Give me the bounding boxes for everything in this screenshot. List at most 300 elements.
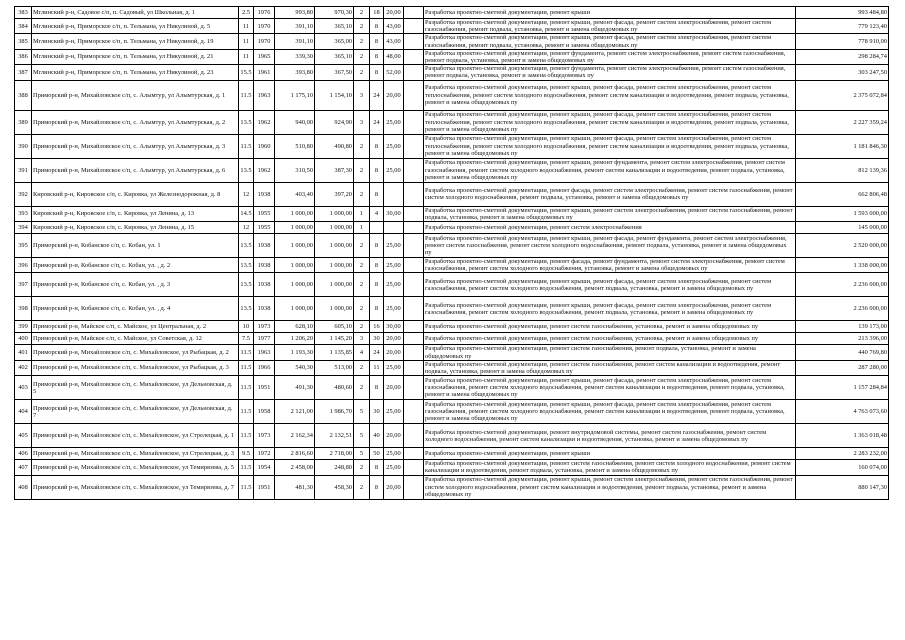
cell-living-area: 397,20 — [315, 182, 354, 206]
cell-address: Кировский р-н, Кировское с/п, с. Кировка, ул Железнодорожная, д. 8 — [32, 182, 239, 206]
cell-residents: 25,00 — [384, 400, 404, 424]
cell-residents: 25,00 — [384, 234, 404, 258]
cell-residents: 25,00 — [384, 360, 404, 375]
cell-floor-height: 13.5 — [239, 234, 254, 258]
cell-cost-total: 662 806,48 — [796, 182, 889, 206]
cell-total-area: 1 175,10 — [275, 80, 315, 110]
cell-residents: 20,00 — [384, 376, 404, 400]
cell-cost-total: 2 283 232,00 — [796, 448, 889, 460]
cell-total-area: 1 000,00 — [275, 234, 315, 258]
cell-address: Приморский р-н, Кобанское с/п, с. Кобан, ул. , д. 4 — [32, 297, 239, 321]
cell-floor-height: 11.5 — [239, 400, 254, 424]
cell-entrances: 50 — [370, 448, 384, 460]
cell-empty-cell — [404, 158, 424, 182]
cell-entrances — [370, 222, 384, 234]
cell-total-area: 339,30 — [275, 49, 315, 64]
cell-empty-cell — [404, 360, 424, 375]
cell-total-area: 391,10 — [275, 34, 315, 49]
cell-row-number: 387 — [15, 65, 32, 80]
cell-work-description: Разработка проектно-сметной документации, ремонт крыши — [424, 448, 796, 460]
cell-build-year: 1938 — [254, 234, 275, 258]
cell-floor-height: 13.5 — [239, 297, 254, 321]
capital-repair-table — [14, 6, 888, 500]
table-row — [15, 360, 889, 375]
cell-floor-height: 11.5 — [239, 80, 254, 110]
cell-empty-cell — [404, 234, 424, 258]
cell-floor-height: 13.5 — [239, 110, 254, 134]
cell-entrances: 8 — [370, 258, 384, 273]
cell-empty-cell — [404, 400, 424, 424]
cell-living-area: 2 718,00 — [315, 448, 354, 460]
cell-empty-cell — [404, 19, 424, 34]
cell-floor-height: 13.5 — [239, 158, 254, 182]
cell-address: Мглинский р-н, Приморское с/п, п. Тельмана, ул Никулиной, д. 5 — [32, 19, 239, 34]
cell-living-area: 1 000,00 — [315, 206, 354, 221]
cell-living-area: 365,10 — [315, 19, 354, 34]
cell-floors: 2 — [354, 475, 370, 499]
cell-empty-cell — [404, 110, 424, 134]
cell-work-description: Разработка проектно-сметной документации, ремонт крыши, ремонт систем электроснабжения, ремонт систем газоснабжения, ремонт систем холодного водоснабжения, ремонт систем канализации и водоотведения, ремонт подвала, установка, ремонт и замена общедомовых пу — [424, 475, 796, 499]
cell-living-area: 367,50 — [315, 65, 354, 80]
cell-cost-total: 160 074,00 — [796, 460, 889, 475]
cell-work-description: Разработка проектно-сметной документации, ремонт систем газоснабжения, установка, ремонт и замена общедомовых пу — [424, 333, 796, 345]
cell-residents — [384, 182, 404, 206]
table-row — [15, 297, 889, 321]
cell-living-area: 458,30 — [315, 475, 354, 499]
cell-residents: 52,00 — [384, 65, 404, 80]
cell-floors: 2 — [354, 182, 370, 206]
cell-row-number: 383 — [15, 7, 32, 19]
cell-row-number: 407 — [15, 460, 32, 475]
cell-address: Мглинский р-н, Приморское с/п, п. Тельмана, ул Никулиной, д. 23 — [32, 65, 239, 80]
cell-floors: 3 — [354, 110, 370, 134]
table-row — [15, 345, 889, 360]
cell-living-area: 1 000,00 — [315, 297, 354, 321]
cell-residents: 43,00 — [384, 19, 404, 34]
cell-total-area: 391,10 — [275, 19, 315, 34]
cell-empty-cell — [404, 134, 424, 158]
cell-work-description: Разработка проектно-сметной документации, ремонт фасада, ремонт систем электроснабжения, ремонт систем газоснабжения, ремонт систем холодного водоснабжения, ремонт подвала, установка, ремонт и замена общедомовых пу — [424, 182, 796, 206]
cell-row-number: 395 — [15, 234, 32, 258]
cell-entrances: 24 — [370, 110, 384, 134]
cell-row-number: 406 — [15, 448, 32, 460]
cell-floors: 2 — [354, 49, 370, 64]
cell-build-year: 1962 — [254, 110, 275, 134]
cell-work-description: Разработка проектно-сметной документации, ремонт крыши, ремонт фундамента, ремонт систем электроснабжения, ремонт систем газоснабжения, ремонт систем холодного водоснабжения, ремонт систем канализации и водоотведения, ремонт подвала, установка, ремонт и замена общедомовых пу — [424, 158, 796, 182]
cell-empty-cell — [404, 7, 424, 19]
cell-living-area: 1 154,10 — [315, 80, 354, 110]
cell-floors: 2 — [354, 460, 370, 475]
cell-work-description: Разработка проектно-сметной документации, ремонт крыши, ремонт фасада, ремонт систем электроснабжения, ремонт систем газоснабжения, ремонт систем холодного водоснабжения, ремонт систем канализации и водоотведения, ремонт подвала, установка, ремонт и замена общедомовых пу — [424, 400, 796, 424]
cell-residents: 43,00 — [384, 34, 404, 49]
cell-total-area: 540,30 — [275, 360, 315, 375]
cell-floor-height: 12 — [239, 182, 254, 206]
cell-residents: 25,00 — [384, 158, 404, 182]
cell-entrances: 8 — [370, 475, 384, 499]
cell-empty-cell — [404, 345, 424, 360]
cell-work-description: Разработка проектно-сметной документации, ремонт крыши, ремонт фасада, ремонт систем электроснабжения, ремонт систем теплоснабжения, ремонт систем холодного водоснабжения, ремонт систем канализации и водоотведения, ремонт подвала, установка, ремонт и замена общедомовых пу — [424, 80, 796, 110]
cell-entrances: 24 — [370, 80, 384, 110]
cell-total-area: 993,80 — [275, 7, 315, 19]
cell-living-area: 1 000,00 — [315, 222, 354, 234]
cell-entrances: 16 — [370, 321, 384, 333]
cell-floors: 2 — [354, 7, 370, 19]
cell-address: Кировский р-н, Кировское с/п, с. Кировка, ул Ленина, д. 15 — [32, 222, 239, 234]
cell-address: Приморский р-н, Кобанское с/п, с. Кобан, ул. , д. 3 — [32, 273, 239, 297]
cell-build-year: 1963 — [254, 80, 275, 110]
table-row — [15, 49, 889, 64]
cell-cost-total: 2 520 000,00 — [796, 234, 889, 258]
cell-address: Кировский р-н, Кировское с/п, с. Кировка, ул Ленина, д. 13 — [32, 206, 239, 221]
cell-address: Приморский р-н, Михайловское с/п, с. Михайловское, ул Дельновская, д. 7 — [32, 400, 239, 424]
cell-cost-total: 1 181 846,30 — [796, 134, 889, 158]
cell-living-area: 365,00 — [315, 34, 354, 49]
cell-total-area: 403,40 — [275, 182, 315, 206]
table-row — [15, 19, 889, 34]
table-row — [15, 258, 889, 273]
cell-total-area: 481,30 — [275, 475, 315, 499]
cell-work-description: Разработка проектно-сметной документации, ремонт крыши, ремонт фасада, ремонт систем электроснабжения, ремонт систем теплоснабжения, ремонт систем холодного водоснабжения, ремонт систем канализации и водоотведения, ремонт подвала, установка, ремонт и замена общедомовых пу — [424, 110, 796, 134]
table-row — [15, 475, 889, 499]
cell-total-area: 2 121,00 — [275, 400, 315, 424]
cell-total-area: 510,80 — [275, 134, 315, 158]
cell-work-description: Разработка проектно-сметной документации, ремонт крыши, ремонт фасада, ремонт систем электроснабжения, ремонт систем газоснабжения, ремонт подвала, установка, ремонт и замена общедомовых пу — [424, 19, 796, 34]
table-row — [15, 182, 889, 206]
cell-work-description: Разработка проектно-сметной документации, ремонт систем газоснабжения, ремонт систем холодного водоснабжения, ремонт систем канализации и водоотведения, ремонт подвала, установка, ремонт и замена общедомовых пу — [424, 460, 796, 475]
cell-build-year: 1961 — [254, 65, 275, 80]
cell-build-year: 1963 — [254, 345, 275, 360]
cell-empty-cell — [404, 376, 424, 400]
cell-floors: 1 — [354, 206, 370, 221]
cell-living-area: 490,80 — [315, 134, 354, 158]
cell-address: Приморский р-н, Михайловское с/п, с. Алымтур, ул Алымтурская, д. 3 — [32, 134, 239, 158]
cell-floors: 5 — [354, 400, 370, 424]
cell-cost-total: 2 375 072,84 — [796, 80, 889, 110]
cell-build-year: 1977 — [254, 333, 275, 345]
cell-empty-cell — [404, 333, 424, 345]
cell-residents: 25,00 — [384, 297, 404, 321]
cell-entrances: 11 — [370, 360, 384, 375]
cell-floors: 2 — [354, 65, 370, 80]
cell-row-number: 405 — [15, 424, 32, 448]
cell-work-description: Разработка проектно-сметной документации, ремонт фундамента, ремонт систем электроснабжения, ремонт систем газоснабжения, ремонт подвала, установка, ремонт и замена общедомовых пу — [424, 49, 796, 64]
cell-residents: 20,00 — [384, 333, 404, 345]
cell-work-description: Разработка проектно-сметной документации, ремонт крыши, ремонт фасада, ремонт систем электроснабжения, ремонт систем газоснабжения, ремонт подвала, установка, ремонт и замена общедомовых пу — [424, 34, 796, 49]
cell-floor-height: 11 — [239, 19, 254, 34]
cell-floor-height: 13.5 — [239, 273, 254, 297]
cell-build-year: 1976 — [254, 7, 275, 19]
table-row — [15, 206, 889, 221]
cell-cost-total: 2 236 000,00 — [796, 297, 889, 321]
cell-residents: 30,00 — [384, 321, 404, 333]
cell-build-year: 1951 — [254, 475, 275, 499]
cell-entrances: 18 — [370, 7, 384, 19]
cell-total-area: 2 458,00 — [275, 460, 315, 475]
cell-build-year: 1938 — [254, 297, 275, 321]
cell-residents: 20,00 — [384, 345, 404, 360]
cell-row-number: 400 — [15, 333, 32, 345]
cell-cost-total: 213 396,00 — [796, 333, 889, 345]
cell-living-area: 1 145,20 — [315, 333, 354, 345]
cell-entrances: 30 — [370, 400, 384, 424]
cell-cost-total: 1 593 000,00 — [796, 206, 889, 221]
cell-work-description: Разработка проектно-сметной документации, ремонт систем электроснабжения — [424, 222, 796, 234]
cell-entrances: 8 — [370, 297, 384, 321]
cell-floors: 2 — [354, 273, 370, 297]
cell-floors: 2 — [354, 297, 370, 321]
cell-living-area: 1 986,70 — [315, 400, 354, 424]
cell-cost-total: 993 484,80 — [796, 7, 889, 19]
cell-residents: 20,00 — [384, 7, 404, 19]
cell-cost-total: 440 769,80 — [796, 345, 889, 360]
cell-work-description: Разработка проектно-сметной документации, ремонт систем газоснабжения, установка, ремонт и замена общедомовых пу — [424, 321, 796, 333]
cell-floors: 4 — [354, 345, 370, 360]
cell-floors: 2 — [354, 321, 370, 333]
cell-total-area: 1 000,00 — [275, 222, 315, 234]
cell-cost-total: 298 284,74 — [796, 49, 889, 64]
table-row — [15, 376, 889, 400]
cell-cost-total: 1 338 000,00 — [796, 258, 889, 273]
cell-empty-cell — [404, 34, 424, 49]
cell-total-area: 2 816,60 — [275, 448, 315, 460]
cell-work-description: Разработка проектно-сметной документации, ремонт крыши, ремонт фасада, ремонт фундамента, ремонт систем электроснабжения, ремонт систем газоснабжения, ремонт систем холодного водоснабжения, ремонт подвала, установка, ремонт и замена общедомовых пу — [424, 234, 796, 258]
cell-total-area: 2 162,34 — [275, 424, 315, 448]
cell-floors: 5 — [354, 424, 370, 448]
cell-living-area: 387,30 — [315, 158, 354, 182]
cell-total-area: 1 000,00 — [275, 273, 315, 297]
cell-living-area: 513,00 — [315, 360, 354, 375]
cell-total-area: 393,80 — [275, 65, 315, 80]
cell-floors: 3 — [354, 80, 370, 110]
cell-work-description: Разработка проектно-сметной документации, ремонт крыши, ремонт фасада, ремонт систем электроснабжения, ремонт систем газоснабжения, ремонт систем холодного водоснабжения, ремонт систем канализации и водоотведения, ремонт подвала, установка, ремонт и замена общедомовых пу — [424, 376, 796, 400]
cell-build-year: 1938 — [254, 182, 275, 206]
cell-entrances: 8 — [370, 49, 384, 64]
cell-cost-total: 812 139,36 — [796, 158, 889, 182]
cell-living-area: 1 135,85 — [315, 345, 354, 360]
cell-work-description: Разработка проектно-сметной документации, ремонт крыши, ремонт фасада, ремонт систем электроснабжения, ремонт систем газоснабжения, ремонт систем холодного водоснабжения, ремонт подвала, установка, ремонт и замена общедомовых пу — [424, 273, 796, 297]
cell-entrances: 8 — [370, 182, 384, 206]
cell-floors: 2 — [354, 258, 370, 273]
cell-floors: 2 — [354, 19, 370, 34]
cell-total-area: 1 000,00 — [275, 258, 315, 273]
cell-entrances: 8 — [370, 234, 384, 258]
cell-empty-cell — [404, 65, 424, 80]
cell-address: Приморский р-н, Кобанское с/п, с. Кобан, ул. 1 — [32, 234, 239, 258]
cell-floors: 3 — [354, 333, 370, 345]
cell-build-year: 1938 — [254, 258, 275, 273]
cell-build-year: 1970 — [254, 34, 275, 49]
cell-build-year: 1962 — [254, 158, 275, 182]
cell-address: Приморский р-н, Михайловское с/п, с. Михайловское, ул Темирязева, д. 5 — [32, 460, 239, 475]
cell-address: Приморский р-н, Михайловское с/п, с. Алымтур, ул Алымтурская, д. 2 — [32, 110, 239, 134]
cell-row-number: 402 — [15, 360, 32, 375]
cell-cost-total: 303 247,50 — [796, 65, 889, 80]
cell-residents: 25,00 — [384, 448, 404, 460]
cell-build-year: 1965 — [254, 49, 275, 64]
cell-floor-height: 11 — [239, 49, 254, 64]
cell-address: Приморский р-н, Михайловское с/п, с. Михайловское, ул Стрелецкая, д. 3 — [32, 448, 239, 460]
cell-living-area: 970,30 — [315, 7, 354, 19]
cell-cost-total: 139 173,00 — [796, 321, 889, 333]
cell-entrances: 8 — [370, 134, 384, 158]
cell-entrances: 40 — [370, 424, 384, 448]
cell-empty-cell — [404, 460, 424, 475]
cell-floors: 2 — [354, 360, 370, 375]
table-row — [15, 65, 889, 80]
cell-build-year: 1955 — [254, 222, 275, 234]
table-row — [15, 134, 889, 158]
cell-cost-total: 779 123,40 — [796, 19, 889, 34]
cell-residents: 25,00 — [384, 460, 404, 475]
cell-floors: 1 — [354, 222, 370, 234]
cell-residents: 25,00 — [384, 273, 404, 297]
cell-entrances: 8 — [370, 460, 384, 475]
cell-cost-total: 145 000,00 — [796, 222, 889, 234]
cell-floor-height: 14.5 — [239, 206, 254, 221]
table-row — [15, 273, 889, 297]
cell-build-year: 1951 — [254, 376, 275, 400]
cell-cost-total: 778 910,00 — [796, 34, 889, 49]
table-row — [15, 400, 889, 424]
cell-row-number: 393 — [15, 206, 32, 221]
cell-floors: 2 — [354, 134, 370, 158]
cell-residents: 48,00 — [384, 49, 404, 64]
cell-residents: 20,00 — [384, 424, 404, 448]
cell-row-number: 385 — [15, 34, 32, 49]
table-row — [15, 321, 889, 333]
table-row — [15, 222, 889, 234]
cell-build-year: 1958 — [254, 400, 275, 424]
cell-floors: 2 — [354, 158, 370, 182]
cell-floor-height: 11.5 — [239, 475, 254, 499]
cell-build-year: 1954 — [254, 460, 275, 475]
cell-total-area: 940,00 — [275, 110, 315, 134]
cell-address: Приморский р-н, Михайловское с/п, с. Алымтур, ул Алымтурская, д. 6 — [32, 158, 239, 182]
cell-work-description: Разработка проектно-сметной документации, ремонт крыши, ремонт систем электроснабжения, ремонт систем газоснабжения, ремонт подвала, установка, ремонт и замена общедомовых пу — [424, 206, 796, 221]
cell-total-area: 1 000,00 — [275, 206, 315, 221]
cell-empty-cell — [404, 206, 424, 221]
cell-row-number: 403 — [15, 376, 32, 400]
cell-build-year: 1966 — [254, 360, 275, 375]
table-row — [15, 34, 889, 49]
table-row — [15, 448, 889, 460]
table-row — [15, 333, 889, 345]
cell-empty-cell — [404, 424, 424, 448]
cell-cost-total: 880 147,30 — [796, 475, 889, 499]
cell-total-area: 628,10 — [275, 321, 315, 333]
cell-build-year: 1960 — [254, 134, 275, 158]
cell-entrances: 8 — [370, 65, 384, 80]
cell-address: Мглинский р-н, Приморское с/п, п. Тельмана, ул Никулиной, д. 19 — [32, 34, 239, 49]
cell-residents: 20,00 — [384, 475, 404, 499]
cell-address: Приморский р-н, Кобанское с/п, с. Кобан, ул. , д. 2 — [32, 258, 239, 273]
cell-total-area: 491,30 — [275, 376, 315, 400]
cell-entrances: 8 — [370, 376, 384, 400]
cell-work-description: Разработка проектно-сметной документации, ремонт крыши, ремонт фасада, ремонт систем электроснабжения, ремонт систем газоснабжения, ремонт систем холодного водоснабжения, ремонт подвала, установка, ремонт и замена общедомовых пу — [424, 297, 796, 321]
cell-floors: 2 — [354, 234, 370, 258]
cell-work-description: Разработка проектно-сметной документации, ремонт крыши — [424, 7, 796, 19]
cell-row-number: 398 — [15, 297, 32, 321]
cell-total-area: 1 000,00 — [275, 297, 315, 321]
cell-row-number: 396 — [15, 258, 32, 273]
cell-floor-height: 11 — [239, 34, 254, 49]
cell-empty-cell — [404, 475, 424, 499]
cell-cost-total: 2 227 359,24 — [796, 110, 889, 134]
cell-floors: 2 — [354, 376, 370, 400]
cell-cost-total: 4 763 073,60 — [796, 400, 889, 424]
cell-empty-cell — [404, 222, 424, 234]
cell-row-number: 397 — [15, 273, 32, 297]
cell-empty-cell — [404, 182, 424, 206]
cell-address: Мглинский р-н, Садовое с/п, п. Садовый, ул Школьная, д. 1 — [32, 7, 239, 19]
cell-total-area: 310,50 — [275, 158, 315, 182]
cell-entrances: 8 — [370, 158, 384, 182]
cell-floor-height: 11.5 — [239, 360, 254, 375]
cell-row-number: 389 — [15, 110, 32, 134]
cell-address: Приморский р-н, Михайловское с/п, с. Михайловское, ул Рыбацкая, д. 2 — [32, 345, 239, 360]
cell-floor-height: 10 — [239, 321, 254, 333]
cell-living-area: 2 132,51 — [315, 424, 354, 448]
cell-address: Приморский р-н, Михайловское с/п, с. Михайловское, ул Рыбацкая, д. 3 — [32, 360, 239, 375]
table-row — [15, 158, 889, 182]
cell-address: Мглинский р-н, Приморское с/п, п. Тельмана, ул Никулиной, д. 21 — [32, 49, 239, 64]
cell-empty-cell — [404, 258, 424, 273]
cell-floor-height: 11.5 — [239, 376, 254, 400]
cell-work-description: Разработка проектно-сметной документации, ремонт систем газоснабжения, ремонт подвала, установка, ремонт и замена общедомовых пу — [424, 345, 796, 360]
cell-build-year: 1938 — [254, 273, 275, 297]
cell-living-area: 1 000,00 — [315, 273, 354, 297]
table-row — [15, 460, 889, 475]
cell-empty-cell — [404, 49, 424, 64]
cell-residents: 30,00 — [384, 206, 404, 221]
cell-living-area: 605,10 — [315, 321, 354, 333]
cell-residents: 25,00 — [384, 258, 404, 273]
cell-build-year: 1955 — [254, 206, 275, 221]
cell-work-description: Разработка проектно-сметной документации, ремонт систем газоснабжения, ремонт систем канализации и водоотведения, ремонт подвала, установка, ремонт и замена общедомовых пу — [424, 360, 796, 375]
cell-floor-height: 11.5 — [239, 345, 254, 360]
cell-living-area: 248,80 — [315, 460, 354, 475]
cell-entrances: 30 — [370, 333, 384, 345]
cell-cost-total: 287 280,00 — [796, 360, 889, 375]
cell-entrances: 8 — [370, 34, 384, 49]
cell-row-number: 401 — [15, 345, 32, 360]
cell-living-area: 924,90 — [315, 110, 354, 134]
cell-build-year: 1973 — [254, 424, 275, 448]
table-row — [15, 234, 889, 258]
cell-entrances: 4 — [370, 206, 384, 221]
cell-floor-height: 9.5 — [239, 448, 254, 460]
cell-entrances: 8 — [370, 273, 384, 297]
cell-empty-cell — [404, 273, 424, 297]
cell-row-number: 386 — [15, 49, 32, 64]
cell-residents: 20,00 — [384, 80, 404, 110]
table-row — [15, 7, 889, 19]
data-table — [14, 6, 889, 500]
cell-floor-height: 13.5 — [239, 258, 254, 273]
cell-living-area: 365,10 — [315, 49, 354, 64]
cell-total-area: 1 193,30 — [275, 345, 315, 360]
cell-work-description: Разработка проектно-сметной документации, ремонт внутридомовой системы, ремонт систем газоснабжения, ремонт систем холодного водоснабжения, ремонт систем канализации и водоотведения, установка, ремонт и замена общедомовых пу — [424, 424, 796, 448]
cell-total-area: 1 206,20 — [275, 333, 315, 345]
cell-residents: 25,00 — [384, 134, 404, 158]
table-row — [15, 110, 889, 134]
cell-address: Приморский р-н, Майское с/п, с. Майское, ул Центральная, д. 2 — [32, 321, 239, 333]
cell-row-number: 390 — [15, 134, 32, 158]
cell-row-number: 392 — [15, 182, 32, 206]
cell-floor-height: 15.5 — [239, 65, 254, 80]
cell-row-number: 384 — [15, 19, 32, 34]
cell-cost-total: 1 157 284,84 — [796, 376, 889, 400]
